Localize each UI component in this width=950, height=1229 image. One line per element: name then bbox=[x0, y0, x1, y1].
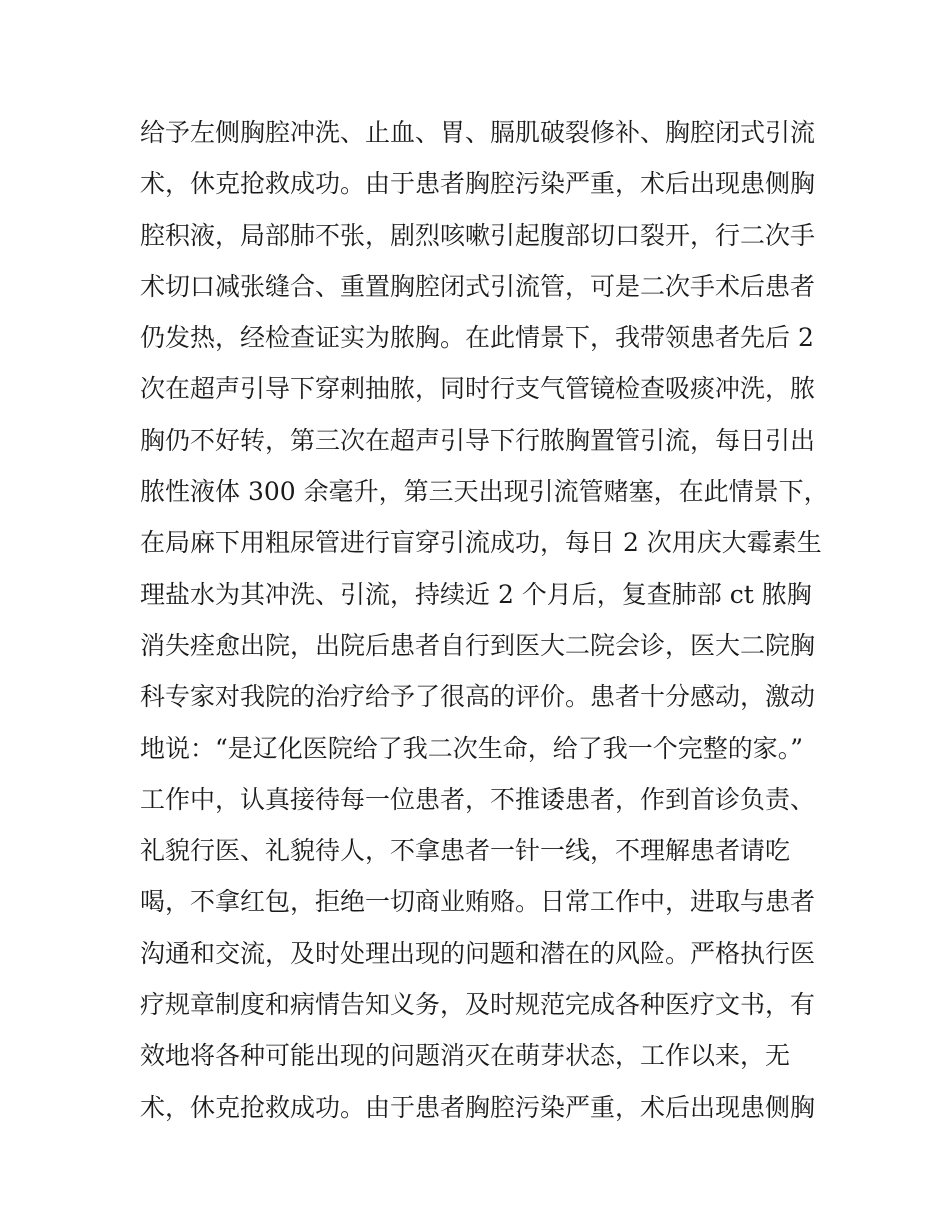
text-line: 效地将各种可能出现的问题消灭在萌芽状态，工作以来，无 bbox=[140, 1041, 791, 1071]
text-line: 术，休克抢救成功。由于患者胸腔污染严重，术后出现患侧胸 bbox=[140, 1092, 816, 1122]
text-line: 礼貌行医、礼貌待人，不拿患者一针一线，不理解患者请吃 bbox=[140, 836, 791, 866]
text-line: 给予左侧胸腔冲洗、止血、胃、膈肌破裂修补、胸腔闭式引流 bbox=[140, 118, 816, 147]
text-line: 喝，不拿红包，拒绝一切商业贿赂。日常工作中，进取与患者 bbox=[140, 887, 816, 917]
text-line: 理盐水为其冲洗、引流，持续近 2 个月后，复查肺部 ct 脓胸 bbox=[140, 579, 812, 609]
text-line: 沟通和交流，及时处理出现的问题和潜在的风险。严格执行医 bbox=[140, 938, 816, 968]
text-line: 仍发热，经检查证实为脓胸。在此情景下，我带领患者先后 2 bbox=[140, 323, 814, 353]
text-line: 术切口减张缝合、重置胸腔闭式引流管，可是二次手术后患者 bbox=[140, 271, 816, 301]
text-line: 在局麻下用粗尿管进行盲穿引流成功，每日 2 次用庆大霉素生 bbox=[140, 528, 822, 558]
text-line: 疗规章制度和病情告知义务，及时规范完成各种医疗文书，有 bbox=[140, 990, 816, 1020]
text-line: 工作中，认真接待每一位患者，不推诿患者，作到首诊负责、 bbox=[140, 784, 816, 814]
text-line: 腔积液，局部肺不张，剧烈咳嗽引起腹部切口裂开，行二次手 bbox=[140, 220, 816, 250]
text-line: 脓性液体 300 余毫升，第三天出现引流管赌塞，在此情景下， bbox=[140, 477, 829, 507]
text-line: 科专家对我院的治疗给予了很高的评价。患者十分感动，激动 bbox=[140, 682, 816, 712]
text-line: 胸仍不好转，第三次在超声引导下行脓胸置管引流，每日引出 bbox=[140, 425, 816, 455]
text-line: 消失痊愈出院，出院后患者自行到医大二院会诊，医大二院胸 bbox=[140, 630, 816, 660]
text-line: 术，休克抢救成功。由于患者胸腔污染严重，术后出现患侧胸 bbox=[140, 169, 816, 199]
text-line: 次在超声引导下穿刺抽脓，同时行支气管镜检查吸痰冲洗，脓 bbox=[140, 374, 816, 404]
text-line: 地说：“是辽化医院给了我二次生命，给了我一个完整的家。” bbox=[140, 733, 804, 763]
body-text bbox=[140, 107, 829, 1133]
